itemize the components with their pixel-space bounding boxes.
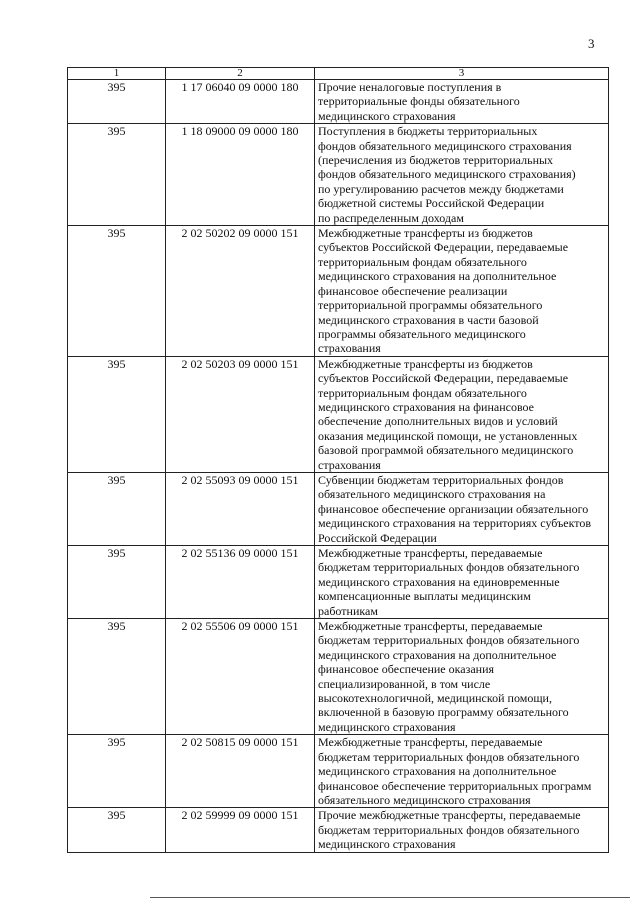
chapter-code-cell: 395: [68, 808, 166, 852]
budget-code-cell: 2 02 50202 09 0000 151: [166, 226, 315, 357]
budget-code-cell: 1 18 09000 09 0000 180: [166, 124, 315, 226]
budget-code-cell: 2 02 50203 09 0000 151: [166, 356, 315, 472]
description-cell: Межбюджетные трансферты, передаваемые бюджетам территориальных фондов обязательного медицинского страхования на единовременные компенсационные выплаты медицинским работникам: [315, 546, 609, 619]
chapter-code-cell: 395: [68, 472, 166, 545]
description-cell: Межбюджетные трансферты из бюджетов субъектов Российской Федерации, передаваемые территориальным фондам обязательного медицинского страхования на финансовое обеспечение дополнительных видов и условий оказания медицинской помощи, не установленных базовой программой обязательного медицинского страхования: [315, 356, 609, 472]
chapter-code-cell: 395: [68, 546, 166, 619]
chapter-code-cell: 395: [68, 124, 166, 226]
chapter-code-cell: 395: [68, 226, 166, 357]
table-row: [68, 472, 609, 545]
table-row: [68, 808, 609, 852]
table-row: [68, 735, 609, 808]
table-header: [68, 68, 609, 80]
table-row: [68, 546, 609, 619]
description-cell: Межбюджетные трансферты, передаваемые бюджетам территориальных фондов обязательного медицинского страхования на дополнительное финансовое обеспечение оказания специализированной, в том числе высокотехнологичной, медицинской помощи, включенной в базовую программу обязательного медицинского страхования: [315, 619, 609, 735]
budget-code-cell: 2 02 59999 09 0000 151: [166, 808, 315, 852]
column-header-3: 3: [315, 68, 609, 80]
column-header-1: 1: [68, 68, 166, 80]
table-row: [68, 226, 609, 357]
column-header-2: 2: [166, 68, 315, 80]
budget-codes-table: [67, 67, 609, 853]
chapter-code-cell: 395: [68, 735, 166, 808]
table-row: [68, 124, 609, 226]
description-cell: Субвенции бюджетам территориальных фондов обязательного медицинского страхования на финансовое обеспечение организации обязательного медицинского страхования на территориях субъектов Российской Федерации: [315, 472, 609, 545]
description-cell: Прочие неналоговые поступления в территориальные фонды обязательного медицинского страхования: [315, 80, 609, 124]
chapter-code-cell: 395: [68, 356, 166, 472]
footer-divider: [150, 897, 630, 898]
budget-code-cell: 2 02 55093 09 0000 151: [166, 472, 315, 545]
chapter-code-cell: 395: [68, 619, 166, 735]
budget-code-cell: 2 02 50815 09 0000 151: [166, 735, 315, 808]
budget-code-cell: 2 02 55506 09 0000 151: [166, 619, 315, 735]
chapter-code-cell: 395: [68, 80, 166, 124]
table-row: [68, 619, 609, 735]
budget-code-cell: 2 02 55136 09 0000 151: [166, 546, 315, 619]
header-row: [68, 68, 609, 80]
table-row: [68, 80, 609, 124]
table-body: [68, 80, 609, 853]
budget-code-cell: 1 17 06040 09 0000 180: [166, 80, 315, 124]
table-row: [68, 356, 609, 472]
description-cell: Поступления в бюджеты территориальных фондов обязательного медицинского страхования (перечисления из бюджетов территориальных фондов обязательного медицинского страхования) по урегулированию расчетов между бюджетами бюджетной системы Российской Федерации по распределенным доходам: [315, 124, 609, 226]
description-cell: Межбюджетные трансферты, передаваемые бюджетам территориальных фондов обязательного медицинского страхования на дополнительное финансовое обеспечение территориальных программ обязательного медицинского страхования: [315, 735, 609, 808]
page-number: 3: [588, 36, 595, 51]
description-cell: Межбюджетные трансферты из бюджетов субъектов Российской Федерации, передаваемые территориальным фондам обязательного медицинского страхования на дополнительное финансовое обеспечение реализации территориальной программы обязательного медицинского страхования в части базовой программы обязательного медицинского страхования: [315, 226, 609, 357]
description-cell: Прочие межбюджетные трансферты, передаваемые бюджетам территориальных фондов обязательного медицинского страхования: [315, 808, 609, 852]
